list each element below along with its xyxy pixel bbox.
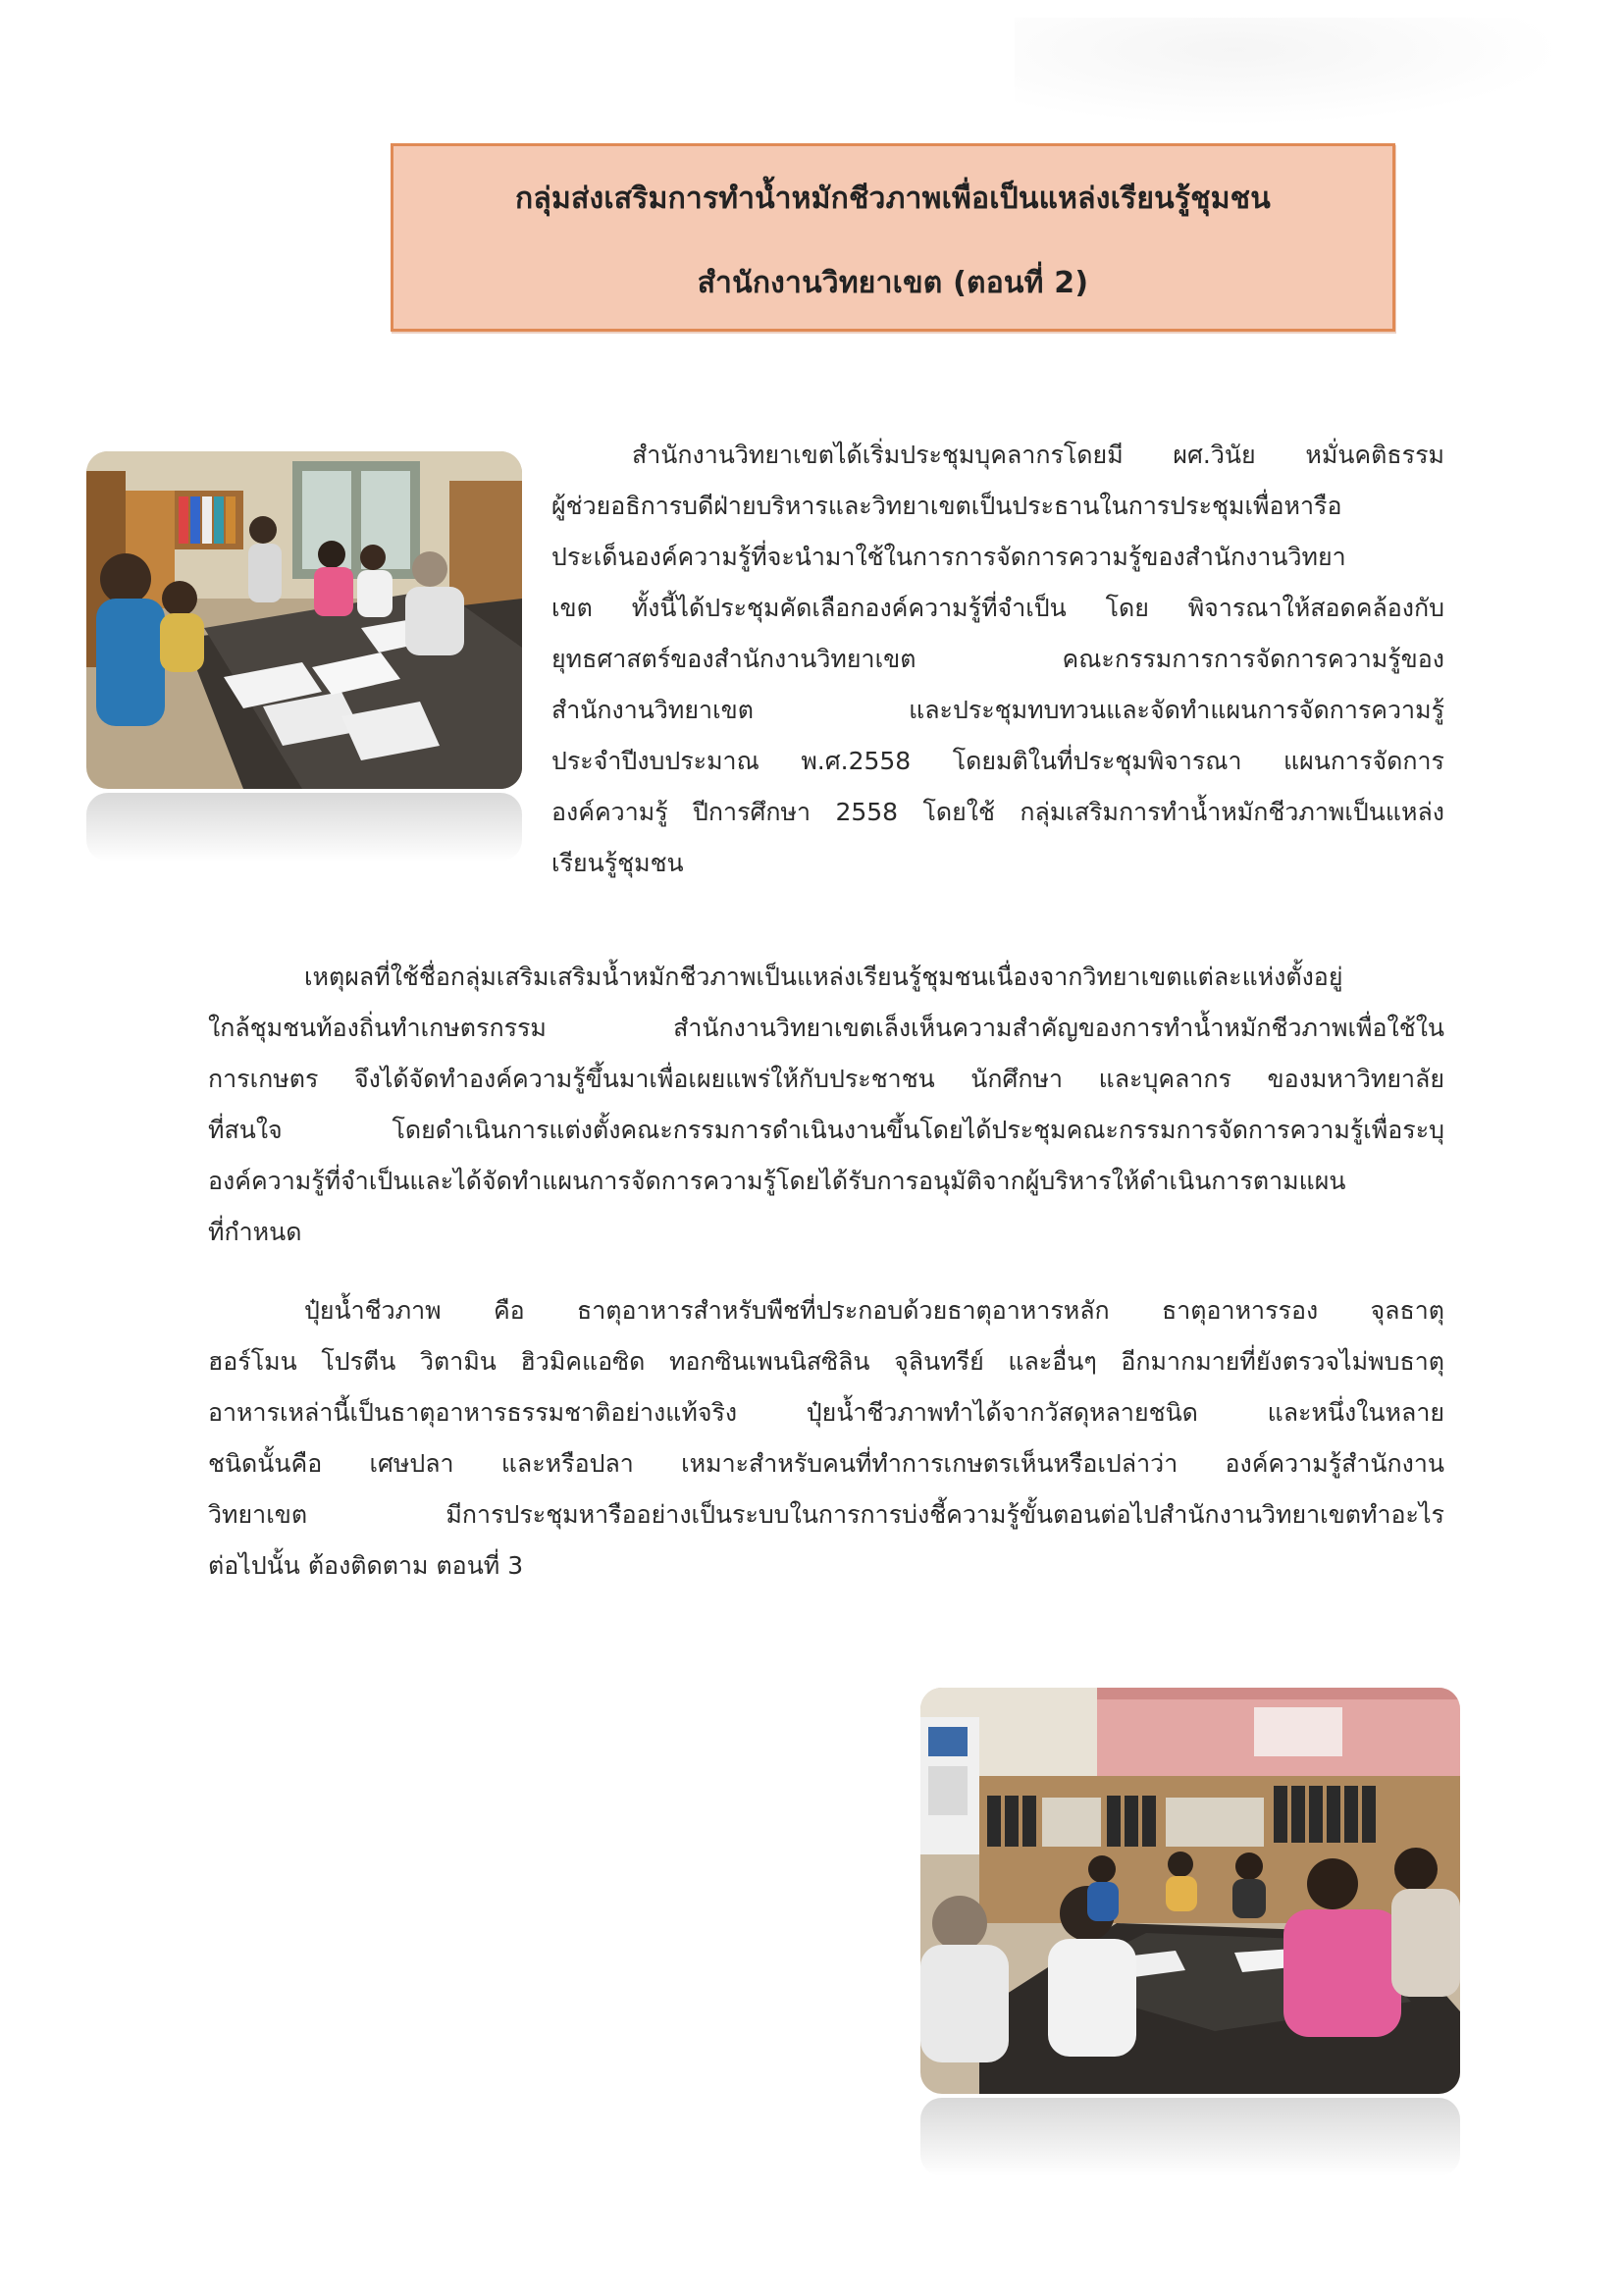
paragraph-1-line: ประเด็นองค์ความรู้ที่จะนำมาใช้ในการการจัดการความรู้ของสำนักงานวิทยา xyxy=(551,543,1346,571)
paragraph-1-line: เขต ทั้งนี้ได้ประชุมคัดเลือกองค์ความรู้ที่จำเป็น โดย พิจารณาให้สอดคล้องกับ xyxy=(551,594,1444,622)
paragraph-1-line: สำนักงานวิทยาเขต และประชุมทบทวนและจัดทำแผนการจัดการความรู้ xyxy=(551,696,1444,724)
meeting-photo-1 xyxy=(86,451,522,789)
paragraph-1-line: ผู้ช่วยอธิการบดีฝ่ายบริหารและวิทยาเขตเป็นประธานในการประชุมเพื่อหารือ xyxy=(551,492,1342,520)
paragraph-3 xyxy=(208,1285,1444,1592)
paragraph-1-line: สำนักงานวิทยาเขตได้เริ่มประชุมบุคลากรโดยมี ผศ.วินัย หมั่นคติธรรม xyxy=(632,441,1444,469)
paragraph-1-line: องค์ความรู้ ปีการศึกษา 2558 โดยใช้ กลุ่มเสริมการทำน้ำหมักชีวภาพเป็นแหล่ง xyxy=(551,798,1444,826)
title-line-1: กลุ่มส่งเสริมการทำน้ำหมักชีวภาพเพื่อเป็นแหล่งเรียนรู้ชุมชน xyxy=(515,182,1271,216)
paragraph-2-line: ที่สนใจ โดยดำเนินการแต่งตั้งคณะกรรมการดำเนินงานขึ้นโดยได้ประชุมคณะกรรมการจัดการความรู้เพื่อระบุ xyxy=(208,1116,1444,1144)
paragraph-3-line: ชนิดนั้นคือ เศษปลา และหรือปลา เหมาะสำหรับคนที่ทำการเกษตรเห็นหรือเปล่าว่า องค์ความรู้สำนักงาน xyxy=(208,1449,1444,1478)
paragraph-2-line: ใกล้ชุมชนท้องถิ่นทำเกษตรกรรม สำนักงานวิทยาเขตเล็งเห็นความสำคัญของการทำน้ำหมักชีวภาพเพื่อใช้ใน xyxy=(208,1014,1444,1042)
paragraph-3-line: ปุ๋ยน้ำชีวภาพ คือ ธาตุอาหารสำหรับพืชที่ประกอบด้วยธาตุอาหารหลัก ธาตุอาหารรอง จุลธาตุ xyxy=(304,1296,1444,1325)
paragraph-1-line: ประจำปีงบประมาณ พ.ศ.2558 โดยมติในที่ประชุมพิจารณา แผนการจัดการ xyxy=(551,747,1444,775)
title-line-2: สำนักงานวิทยาเขต (ตอนที่ 2) xyxy=(697,266,1089,300)
paragraph-1-line: ยุทธศาสตร์ของสำนักงานวิทยาเขต คณะกรรมการการจัดการความรู้ของ xyxy=(551,645,1444,673)
title-banner xyxy=(391,143,1395,332)
paragraph-1-line: เรียนรู้ชุมชน xyxy=(551,849,684,877)
paragraph-2-line: เหตุผลที่ใช้ชื่อกลุ่มเสริมเสริมน้ำหมักชีวภาพเป็นแหล่งเรียนรู้ชุมชนเนื่องจากวิทยาเขตแต่ละแห่งตั้งอยู่ xyxy=(304,963,1343,991)
photo-1-reflection xyxy=(86,793,522,861)
paragraph-2-line: การเกษตร จึงได้จัดทำองค์ความรู้ขึ้นมาเพื่อเผยแพร่ให้กับประชาชน นักศึกษา และบุคลากร ของมหาวิทยาลัย xyxy=(208,1065,1444,1093)
paragraph-3-line: วิทยาเขต มีการประชุมหารืออย่างเป็นระบบในการการบ่งชี้ความรู้ขั้นตอนต่อไปสำนักงานวิทยาเขตทำอะไร xyxy=(208,1500,1444,1529)
paragraph-2-line: องค์ความรู้ที่จำเป็นและได้จัดทำแผนการจัดการความรู้โดยได้รับการอนุมัติจากผู้บริหารให้ดำเนินการตามแผน xyxy=(208,1167,1346,1195)
paragraph-3-line: อาหารเหล่านี้เป็นธาตุอาหารธรรมชาติอย่างแท้จริง ปุ๋ยน้ำชีวภาพทำได้จากวัสดุหลายชนิด และหนึ่งในหลาย xyxy=(208,1398,1444,1427)
paragraph-3-line: ต่อไปนั้น ต้องติดตาม ตอนที่ 3 xyxy=(208,1551,524,1580)
meeting-photo-2 xyxy=(920,1688,1460,2094)
scan-artifact xyxy=(1015,18,1564,126)
paragraph-1 xyxy=(551,430,1444,889)
paragraph-3-line: ฮอร์โมน โปรตีน วิตามิน ฮิวมิคแอซิด ทอกซินเพนนิสซิลิน จุลินทรีย์ และอื่นๆ อีกมากมายที่ยังตรวจไม่พบธาตุ xyxy=(208,1347,1444,1376)
paragraph-2-line: ที่กำหนด xyxy=(208,1218,302,1246)
paragraph-2 xyxy=(208,952,1444,1258)
photo-2-reflection xyxy=(920,2098,1460,2176)
